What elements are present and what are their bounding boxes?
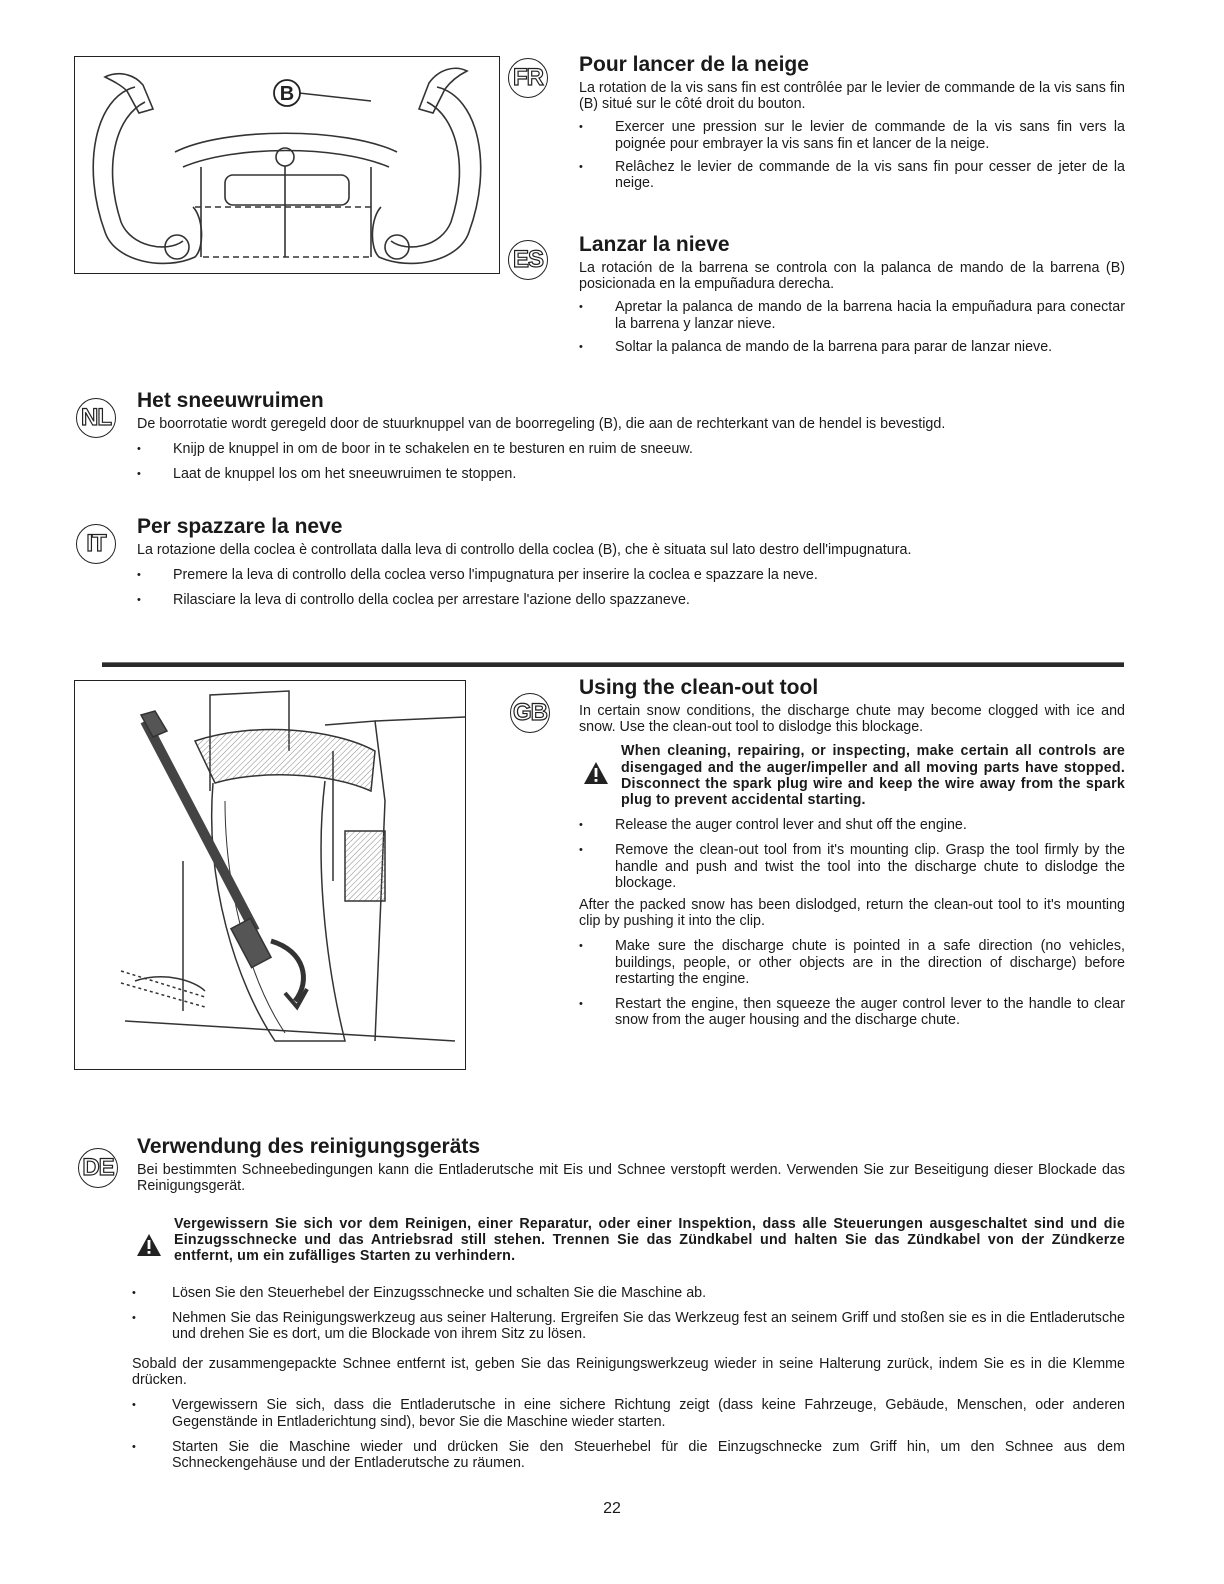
section-de-intro: Bei bestimmten Schneebedingungen kann die Entladerutsche mit Eis und Schnee verstopft werden. Verwenden Sie zur Beseitigung dieser Blockade das Reinigungsgerät.: [137, 1162, 1125, 1195]
section-fr: [579, 53, 1125, 191]
section-divider: [102, 662, 1124, 667]
section-gb-intro: In certain snow conditions, the discharge chute may become clogged with ice and snow. Use the clean-out tool to dislodge this blockage.: [579, 703, 1125, 736]
section-es: [579, 233, 1125, 355]
list-item: • Starten Sie die Maschine wieder und drücken Sie den Steuerhebel für die Einzugschnecke zum Griff hin, um den Schnee aus dem Schneckengehäuse und der Entladerutsche zu räumen.: [132, 1439, 1125, 1471]
page-number: 22: [603, 1500, 621, 1517]
section-gb-title: Using the clean-out tool: [579, 676, 819, 699]
section-de-list: [132, 1278, 1125, 1343]
section-de-warning-text: Vergewissern Sie sich vor dem Reinigen, einer Reparatur, oder einer Inspektion, dass alle Steuerungen ausgeschaltet sind und die Einzugsschnecke und das Antriebsrad still stehen. Trennen Sie das Zündkabel und halten Sie das Zündkabel von der Zündkerze entfernt, um ein zufälliges Starten zu verhindern.: [174, 1216, 1125, 1265]
section-es-intro: La rotación de la barrena se controla con la palanca de mando de la barrena (B) posicionada en la empuñadura derecha.: [579, 260, 1125, 293]
figure-handle-levers: [74, 56, 500, 274]
section-gb-bullets-b: [579, 938, 1125, 1028]
section-de-title: Verwendung des reinigungsgeräts: [137, 1135, 481, 1158]
section-de-bullets-b: [132, 1397, 1125, 1471]
callout-b-label: B: [279, 83, 295, 105]
list-item: • Exercer une pression sur le levier de commande de la vis sans fin vers la poignée pour embrayer la vis sans fin et lancer de la neige.: [579, 119, 1125, 151]
section-gb-middle: After the packed snow has been dislodged, return the clean-out tool to it's mounting clip by pushing it into the clip.: [579, 897, 1125, 930]
lang-badge-it: IT: [76, 524, 116, 564]
section-de-bullets-a: [132, 1285, 1125, 1343]
section-de-middle-block: [132, 1356, 1125, 1471]
list-item: • Vergewissern Sie sich, dass die Entladerutsche in eine sichere Richtung zeigt (dass keine Fahrzeuge, Gebäude, Menschen, oder anderen Gegenstände in Entladerichtung sind), bevor Sie die Maschine wieder starten.: [132, 1397, 1125, 1429]
list-item: • Relâchez le levier de commande de la vis sans fin pour cesser de jeter de la neige.: [579, 159, 1125, 191]
list-item: • Laat de knuppel los om het sneeuwruimen te stoppen.: [137, 466, 1125, 482]
list-item: • Knijp de knuppel in om de boor in te schakelen en te besturen en ruim de sneeuw.: [137, 441, 1125, 457]
list-item: • Lösen Sie den Steuerhebel der Einzugsschnecke und schalten Sie die Maschine ab.: [132, 1285, 1125, 1301]
list-item: • Restart the engine, then squeeze the auger control lever to the handle to clear snow from the auger housing and the discharge chute.: [579, 996, 1125, 1028]
section-nl-bullets: [137, 441, 1125, 482]
list-item: • Apretar la palanca de mando de la barrena hacia la empuñadura para conectar la barrena y lanzar nieve.: [579, 299, 1125, 331]
lang-badge-fr: FR: [508, 58, 548, 98]
section-de-middle: Sobald der zusammengepackte Schnee entfernt ist, geben Sie das Reinigungswerkzeug wieder in seine Halterung zurück, indem Sie es in die Klemme drücken.: [132, 1356, 1125, 1389]
section-es-bullets: [579, 299, 1125, 355]
lang-badge-de: DE: [78, 1148, 118, 1188]
section-de-warning: [132, 1216, 1125, 1265]
figure-clean-out-tool: [74, 680, 466, 1070]
list-item: • Make sure the discharge chute is pointed in a safe direction (no vehicles, buildings, people, or other objects are in the direction of discharge) before restarting the engine.: [579, 938, 1125, 987]
lang-badge-gb: GB: [510, 693, 550, 733]
section-nl: [137, 389, 1125, 483]
list-item: • Soltar la palanca de mando de la barrena para parar de lanzar nieve.: [579, 339, 1125, 355]
handle-illustration: [75, 57, 499, 273]
section-it-title: Per spazzare la neve: [137, 515, 343, 538]
section-gb-warning-text: When cleaning, repairing, or inspecting, make certain all controls are disengaged and the auger/impeller and all moving parts have stopped. Disconnect the spark plug wire and keep the wire away from the spark plug to prevent accidental starting.: [621, 743, 1125, 809]
section-it-intro: La rotazione della coclea è controllata dalla leva di controllo della coclea (B), che è situata sul lato destro dell'impugnatura.: [137, 542, 912, 558]
warning-triangle-icon: [136, 1233, 162, 1257]
list-item: • Premere la leva di controllo della coclea verso l'impugnatura per inserire la coclea e spazzare la neve.: [137, 567, 1125, 583]
list-item: • Rilasciare la leva di controllo della coclea per arrestare l'azione dello spazzaneve.: [137, 592, 1125, 608]
section-fr-bullets: [579, 119, 1125, 191]
list-item: • Remove the clean-out tool from it's mounting clip. Grasp the tool firmly by the handle and push and twist the tool into the discharge chute to dislodge the blockage.: [579, 842, 1125, 891]
lang-badge-nl: NL: [76, 398, 116, 438]
section-gb-bullets-a: [579, 817, 1125, 891]
section-gb: [579, 676, 1125, 1028]
section-gb-warning: [579, 743, 1125, 808]
clean-out-tool-illustration: [75, 681, 465, 1069]
list-item: • Nehmen Sie das Reinigungswerkzeug aus seiner Halterung. Ergreifen Sie das Werkzeug fest an seinem Griff und stoßen sie es in die Entladerutsche und drehen Sie es dort, um die Blockade von ihrem Sitz zu lösen.: [132, 1310, 1125, 1342]
section-de-body: [132, 1216, 1125, 1265]
section-it-bullets: [137, 567, 1125, 608]
warning-triangle-icon: [583, 761, 609, 785]
lang-badge-es: ES: [508, 240, 548, 280]
section-nl-title: Het sneeuwruimen: [137, 389, 324, 412]
list-item: • Release the auger control lever and shut off the engine.: [579, 817, 1125, 833]
section-fr-intro: La rotation de la vis sans fin est contrôlée par le levier de commande de la vis sans fin (B) situé sur le côté droit du bouton.: [579, 80, 1125, 113]
section-es-title: Lanzar la nieve: [579, 233, 730, 256]
section-nl-intro: De boorrotatie wordt geregeld door de stuurknuppel van de boorregeling (B), die aan de rechterkant van de hendel is bevestigd.: [137, 416, 946, 432]
section-de-header: [137, 1135, 1125, 1194]
section-it: [137, 515, 1125, 609]
section-fr-title: Pour lancer de la neige: [579, 53, 809, 76]
